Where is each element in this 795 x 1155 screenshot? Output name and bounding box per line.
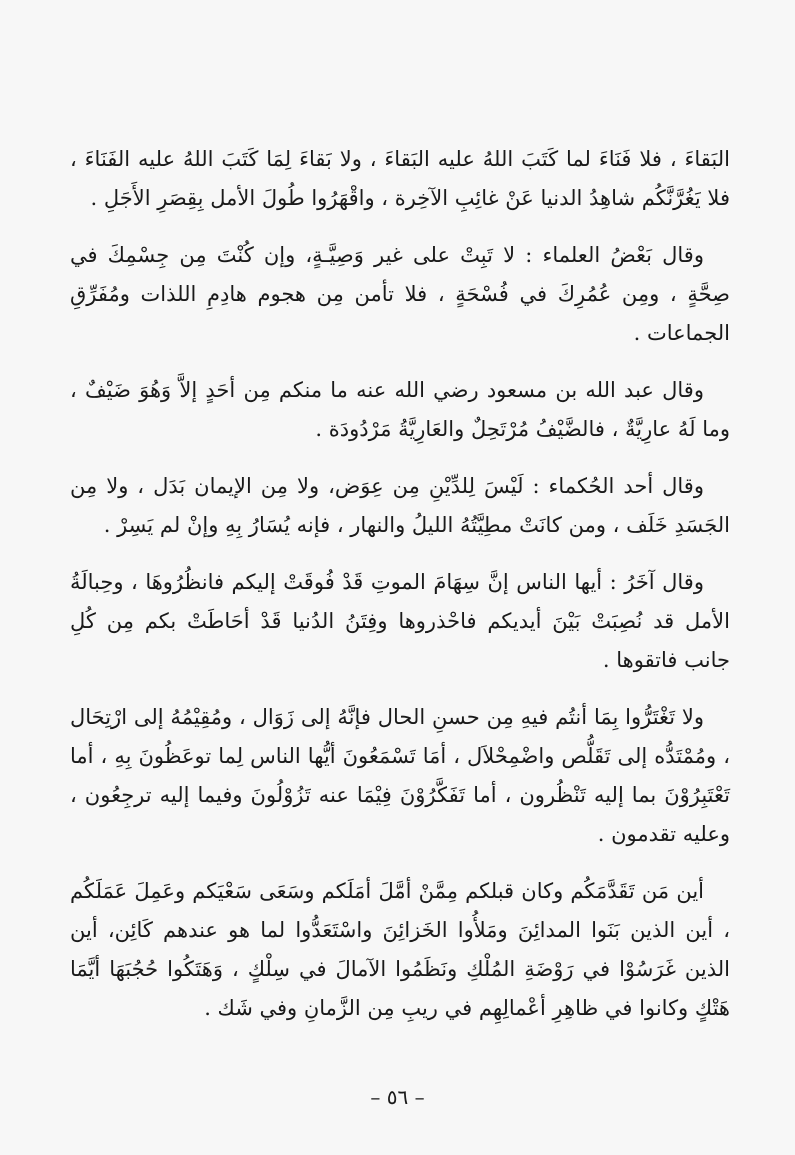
paragraph-3: وقال عبد الله بن مسعود رضي الله عنه ما منكم مِن أحَدٍ إلاَّ وَهُوَ ضَيْفٌ ، وما لَهُ عارِيَّةٌ ، فالضَّيْفُ مُرْتَحِلٌ والعَارِيَّةُ مَرْدُودَة . — [70, 378, 730, 441]
body-text — [70, 140, 730, 1046]
paragraph-5: وقال آخَرُ : أيها الناس إنَّ سِهَامَ الموتِ قَدْ فُوقَتْ إليكم فانظُرُوهَا ، وحِبالَةُ الأمل قد نُصِبَتْ بَيْنَ أيديكم فاحْذروها وفِتَنُ الدُنيا قَدْ أحَاطَتْ بكم مِن كُلِ جانب فاتقوها . — [70, 570, 730, 672]
paragraph-6: ولا تَغْتَرُّوا بِمَا أنتُم فيهِ مِن حسنِ الحال فإنَّهُ إلى زَوَال ، ومُقِيْمُهُ إلى ارْتِحَال ، ومُمْتَدُّه إلى تَقَلُّص واضْمِحْلاَل ، أمَا تَسْمَعُونَ أيُّها الناس لِما توعَظُونَ بِهِ ، أما تَعْتَبِرُوْنَ بما إليه تَنْظُرون ، أما تَفَكَّرُوْنَ فِيْمَا عنه تَزُوْلُونَ وفيما إليه ترجِعُون ، وعليه تقدمون . — [70, 705, 730, 846]
paragraph-2: وقال بَعْضُ العلماء : لا تَبِتْ على غير وَصِيَّـةٍ، وإن كُنْتَ مِن جِسْمِكَ في صِحَّةٍ ، ومِن عُمُرِكَ في فُسْحَةٍ ، فلا تأمن مِن هجوم هادِمِ اللذات ومُفَرِّقِ الجماعات . — [70, 243, 731, 345]
paragraph-1: البَقاءَ ، فلا فَنَاءَ لما كَتَبَ اللهُ عليه البَقاءَ ، ولا بَقاءَ لِمَا كَتَبَ اللهُ عليه الفَنَاءَ ، فلا يَغُرَّنَّكُم شاهِدُ الدنيا عَنْ غائِبِ الآخِرة ، واقْهَرُوا طُولَ الأمل بِقِصَرِ الأَجَلِ . — [70, 147, 730, 210]
paragraph-4: وقال أحد الحُكماء : لَيْسَ لِلدِّيْنِ مِن عِوَض، ولا مِن الإيمان بَدَل ، ولا مِن الجَسَدِ خَلَف ، ومن كانَتْ مطِيَّتُهُ الليلُ والنهار ، فإنه يُسَارُ بِهِ وإنْ لم يَسِرْ . — [70, 474, 730, 537]
page-number: – ٥٦ – — [370, 1085, 425, 1109]
paragraph-7: أين مَن تَقَدَّمَكُم وكان قبلكم مِمَّنْ أمَّلَ أمَلَكم وسَعَى سَعْيَكم وعَمِلَ عَمَلَكُم ، أين الذين بَنَوا المدائِنَ ومَلأُوا الخَزائِنَ واسْتَعَدُّوا لما هو عندهم كَائِن، أين الذين غَرَسُوْا في رَوْضَةِ المُلْكِ ونَظَمُوا الآمالَ في سِلْكٍ ، وَهَتَكُوا حُجُبَهَا أيَّمَا هَتْكٍ وكانوا في ظاهِرِ أعْمالِهِم في ريبِ مِن الزَّمانِ وفي شَك . — [70, 879, 730, 1020]
